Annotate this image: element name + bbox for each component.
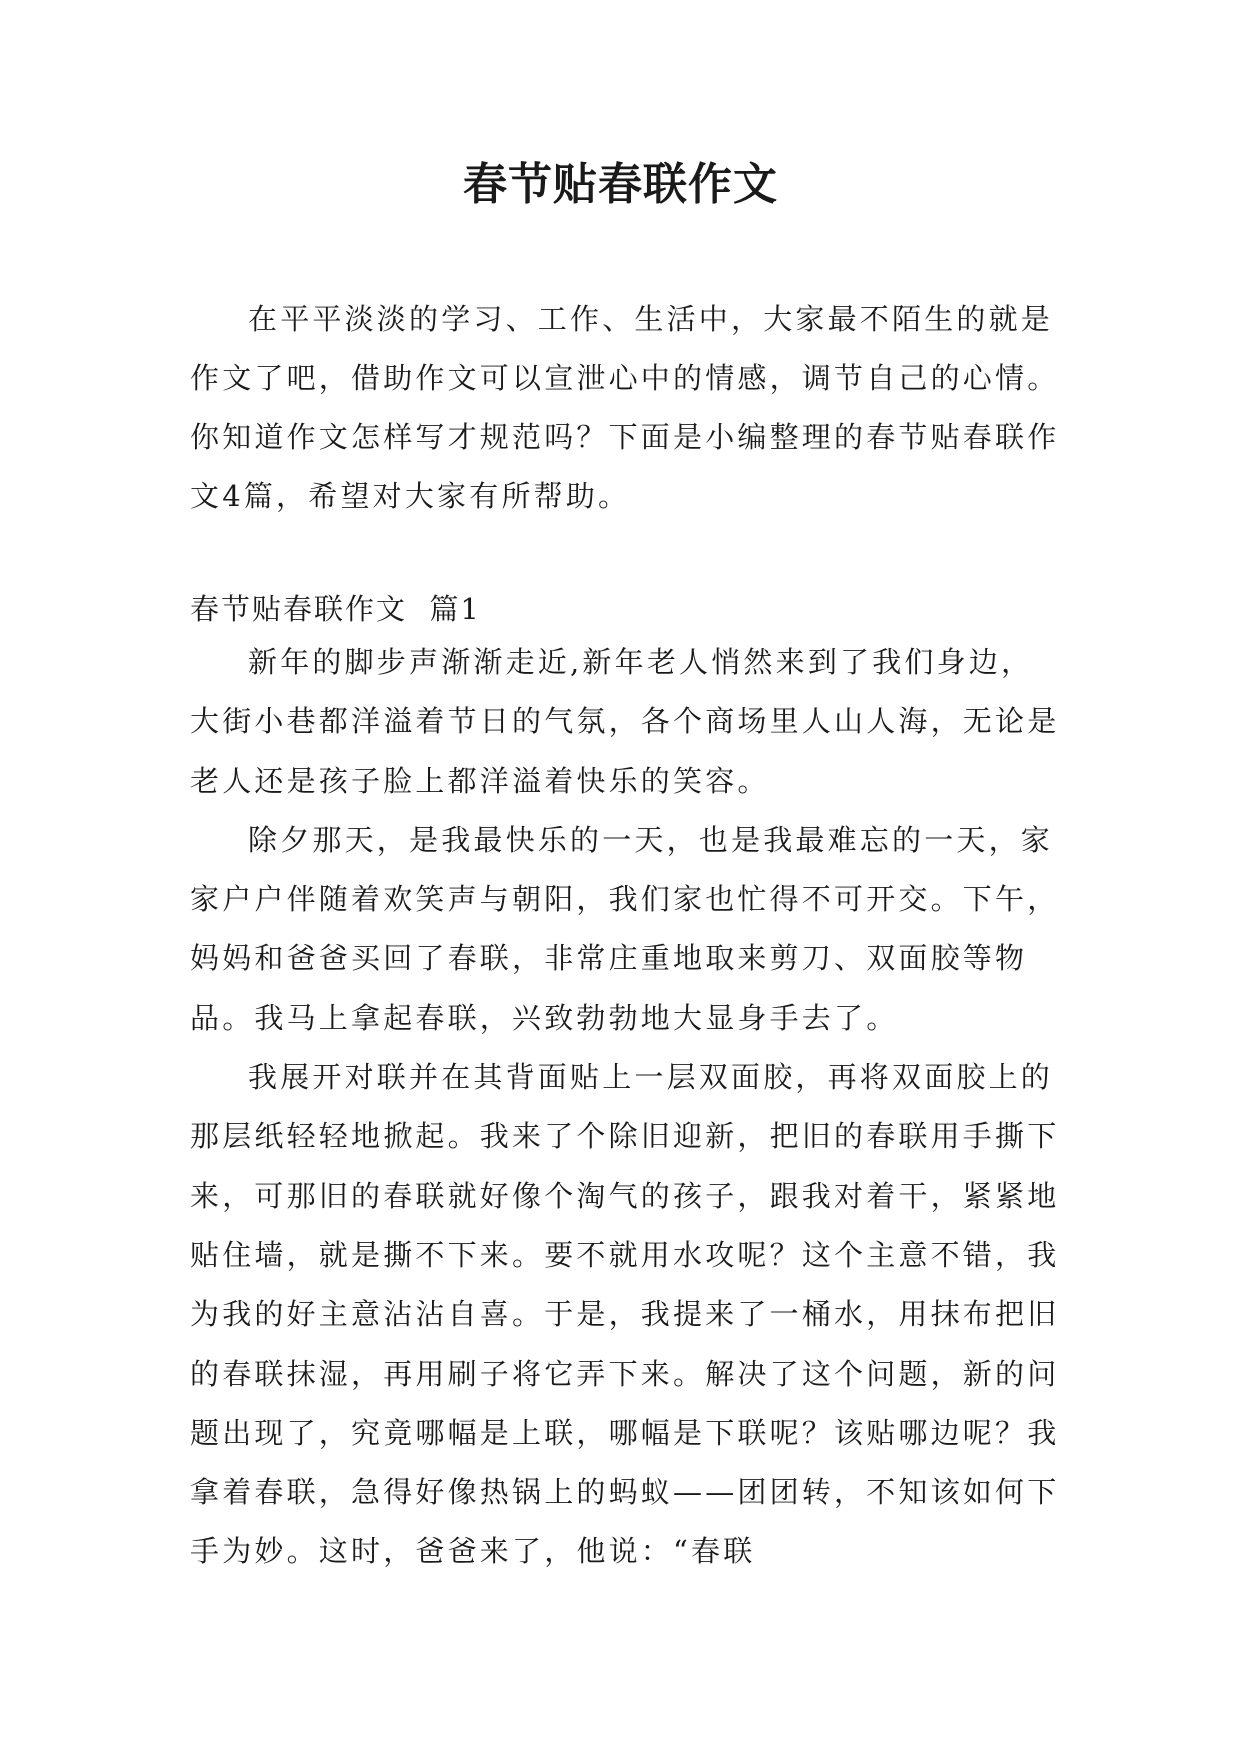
intro-section — [190, 290, 1060, 526]
intro-paragraph: 在平平淡淡的学习、工作、生活中，大家最不陌生的就是作文了吧，借助作文可以宣泄心中的情感，调节自己的心情。你知道作文怎样写才规范吗？下面是小编整理的春节贴春联作文4篇，希望对大家有所帮助。 — [190, 302, 1060, 513]
essay-paragraph: 我展开对联并在其背面贴上一层双面胶，再将双面胶上的那层纸轻轻地掀起。我来了个除旧迎新，把旧的春联用手撕下来，可那旧的春联就好像个淘气的孩子，跟我对着干，紧紧地贴住墙，就是撕不下来。要不就用水攻呢？这个主意不错，我为我的好主意沾沾自喜。于是，我提来了一桶水，用抹布把旧的春联抹湿，再用刷子将它弄下来。解决了这个问题，新的问题出现了，究竟哪幅是上联，哪幅是下联呢？该贴哪边呢？我拿着春联，急得好像热锅上的蚂蚁——团团转，不知该如何下手为妙。这时，爸爸来了，他说：“春联 — [190, 1060, 1060, 1569]
document-title: 春节贴春联作文 — [463, 159, 778, 210]
section-heading: 春节贴春联作文 篇1 — [190, 592, 481, 626]
essay-body — [190, 633, 1060, 1582]
essay-paragraph: 新年的脚步声渐渐走近,新年老人悄然来到了我们身边，大街小巷都洋溢着节日的气氛，各个商场里人山人海，无论是老人还是孩子脸上都洋溢着快乐的笑容。 — [190, 645, 1060, 798]
essay-paragraph: 除夕那天，是我最快乐的一天，也是我最难忘的一天，家家户户伴随着欢笑声与朝阳，我们家也忙得不可开交。下午，妈妈和爸爸买回了春联，非常庄重地取来剪刀、双面胶等物品。我马上拿起春联，兴致勃勃地大显身手去了。 — [190, 822, 1060, 1035]
